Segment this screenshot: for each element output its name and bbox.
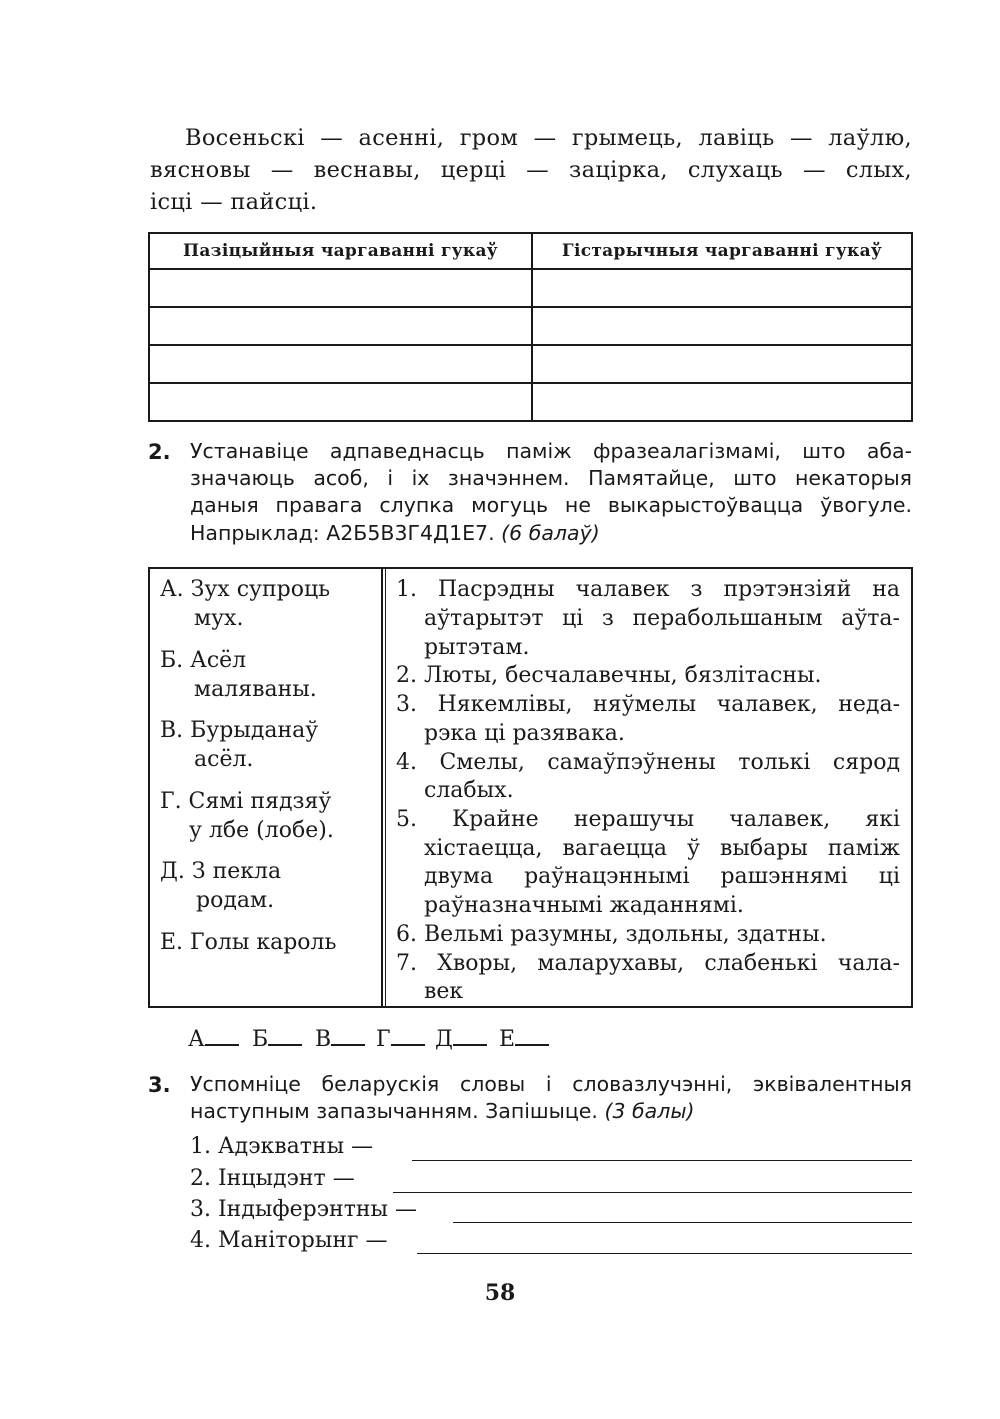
task-3-line-1: Успомніце беларускія словы і словазлучэнні, эквівалентныя bbox=[190, 1072, 912, 1096]
answer-blank[interactable] bbox=[391, 1024, 425, 1046]
answer-letter: А bbox=[188, 1027, 205, 1052]
right-item-4-line-1: 4. Смелы, самаўпэўнены толькі сярод bbox=[396, 750, 900, 775]
answer-blank[interactable] bbox=[268, 1024, 302, 1046]
answer-letter: Е bbox=[499, 1027, 516, 1052]
table-row bbox=[149, 269, 912, 307]
right-item-1-line-2: аўтарытэт ці з перабольшаным аўта- bbox=[424, 606, 900, 631]
table-row bbox=[149, 345, 912, 383]
table-row bbox=[149, 307, 912, 345]
right-item-7-line-1: 7. Хворы, маларухавы, слабенькі чала- bbox=[396, 951, 900, 976]
right-item-5-line-3: двума раўнацэннымі рашэннямі ці bbox=[424, 864, 900, 889]
answer-e[interactable] bbox=[435, 1024, 487, 1052]
left-item-b-line-2: маляваны. bbox=[194, 677, 317, 702]
task-2-number: 2. bbox=[148, 440, 171, 464]
table-cell[interactable] bbox=[532, 345, 912, 383]
left-item-e-line-1: Д. З пекла bbox=[160, 859, 282, 884]
alternations-table bbox=[148, 232, 913, 422]
page-number: 58 bbox=[484, 1280, 516, 1306]
table-cell[interactable] bbox=[149, 307, 532, 345]
answer-line-1[interactable] bbox=[412, 1160, 912, 1161]
left-item-b-line-1: Б. Асёл bbox=[160, 648, 247, 673]
task-2-line-1: Устанавіце адпаведнасць паміж фразеалагізмамі, што аба- bbox=[190, 439, 912, 463]
answer-letter: В bbox=[315, 1027, 332, 1052]
answer-d[interactable] bbox=[376, 1024, 425, 1052]
table-header-historical: Гістарычныя чаргаванні гукаў bbox=[532, 233, 912, 269]
task-3-item-1: 1. Адэкватны — bbox=[190, 1134, 374, 1159]
task-3-item-3: 3. Індыферэнтны — bbox=[190, 1197, 418, 1222]
task-2-line-2: значаюць асоб, і іх значэннем. Памятайце, што некаторыя bbox=[190, 466, 912, 490]
task-2-example: Напрыклад: А2Б5В3Г4Д1Е7. bbox=[190, 521, 495, 545]
right-item-6: 6. Вельмі разумны, здольны, здатны. bbox=[396, 922, 827, 947]
answer-b[interactable] bbox=[252, 1024, 302, 1052]
answer-line-4[interactable] bbox=[417, 1253, 912, 1254]
task-2-line-3: даныя правага слупка могуць не выкарыстоўвацца ўвогуле. bbox=[190, 493, 912, 517]
answer-blank[interactable] bbox=[205, 1024, 239, 1046]
right-item-3-line-2: рэка ці разявака. bbox=[424, 721, 625, 746]
answer-letter: Д bbox=[435, 1027, 453, 1052]
right-item-1-line-3: рытэтам. bbox=[424, 635, 530, 660]
left-item-c-line-1: В. Бурыданаў bbox=[160, 718, 319, 743]
right-item-5-line-1: 5. Крайне нерашучы чалавек, які bbox=[396, 807, 900, 832]
task-3-line-2 bbox=[190, 1099, 912, 1123]
task-3-points: (3 балы) bbox=[604, 1099, 695, 1123]
intro-line-2: вясновы — веснавы, церці — зацірка, слухаць — слых, bbox=[150, 157, 912, 183]
task-3-item-4: 4. Маніторынг — bbox=[190, 1228, 388, 1253]
intro-line-3: ісці — пайсці. bbox=[150, 189, 318, 215]
right-item-3-line-1: 3. Някемлівы, няўмелы чалавек, неда- bbox=[396, 692, 900, 717]
matching-divider bbox=[381, 567, 383, 1008]
right-item-7-line-2: век bbox=[424, 979, 464, 1004]
answer-blank[interactable] bbox=[453, 1024, 487, 1046]
answer-line-3[interactable] bbox=[453, 1222, 912, 1223]
right-item-4-line-2: слабых. bbox=[424, 778, 514, 803]
answer-c[interactable] bbox=[315, 1024, 365, 1052]
left-item-d-line-1: Г. Сямі пядзяў bbox=[160, 789, 332, 814]
answer-letter: Г bbox=[376, 1027, 391, 1052]
answer-a[interactable] bbox=[188, 1024, 239, 1052]
left-item-e-line-2: родам. bbox=[196, 888, 275, 913]
task-3-number: 3. bbox=[148, 1073, 171, 1097]
right-item-1-line-1: 1. Пасрэдны чалавек з прэтэнзіяй на bbox=[396, 577, 900, 602]
right-item-2: 2. Люты, бесчалавечны, бязлітасны. bbox=[396, 663, 822, 688]
answer-f[interactable] bbox=[499, 1024, 549, 1052]
left-item-c-line-2: асёл. bbox=[194, 747, 254, 772]
table-cell[interactable] bbox=[149, 345, 532, 383]
answer-blank[interactable] bbox=[331, 1024, 365, 1046]
task-2-points: (6 балаў) bbox=[501, 521, 600, 545]
left-item-a-line-1: А. Зух супроць bbox=[160, 577, 331, 602]
answer-blank[interactable] bbox=[515, 1024, 549, 1046]
task-2-line-4 bbox=[190, 521, 912, 545]
answer-letter: Б bbox=[252, 1027, 269, 1052]
matching-divider-inner bbox=[385, 567, 386, 1008]
table-cell[interactable] bbox=[532, 383, 912, 421]
answer-line-2[interactable] bbox=[393, 1192, 912, 1193]
table-cell[interactable] bbox=[532, 269, 912, 307]
intro-line-1: Восеньскі — асенні, гром — грымець, лавіць — лаўлю, bbox=[185, 125, 912, 151]
table-cell[interactable] bbox=[149, 383, 532, 421]
table-cell[interactable] bbox=[149, 269, 532, 307]
left-item-d-line-2: у лбе (лобе). bbox=[189, 818, 334, 843]
left-item-f-line-1: Е. Голы кароль bbox=[160, 930, 337, 955]
table-header-positional: Пазіцыйныя чаргаванні гукаў bbox=[149, 233, 532, 269]
task-3-item-2: 2. Інцыдэнт — bbox=[190, 1166, 355, 1191]
table-cell[interactable] bbox=[532, 307, 912, 345]
right-item-5-line-2: хістаецца, вагаецца ў выбары паміж bbox=[424, 836, 900, 861]
task-3-instruction: наступным запазычанням. Запішыце. bbox=[190, 1099, 598, 1123]
table-row bbox=[149, 383, 912, 421]
right-item-5-line-4: раўназначнымі жаданнямі. bbox=[424, 893, 744, 918]
left-item-a-line-2: мух. bbox=[194, 606, 244, 631]
